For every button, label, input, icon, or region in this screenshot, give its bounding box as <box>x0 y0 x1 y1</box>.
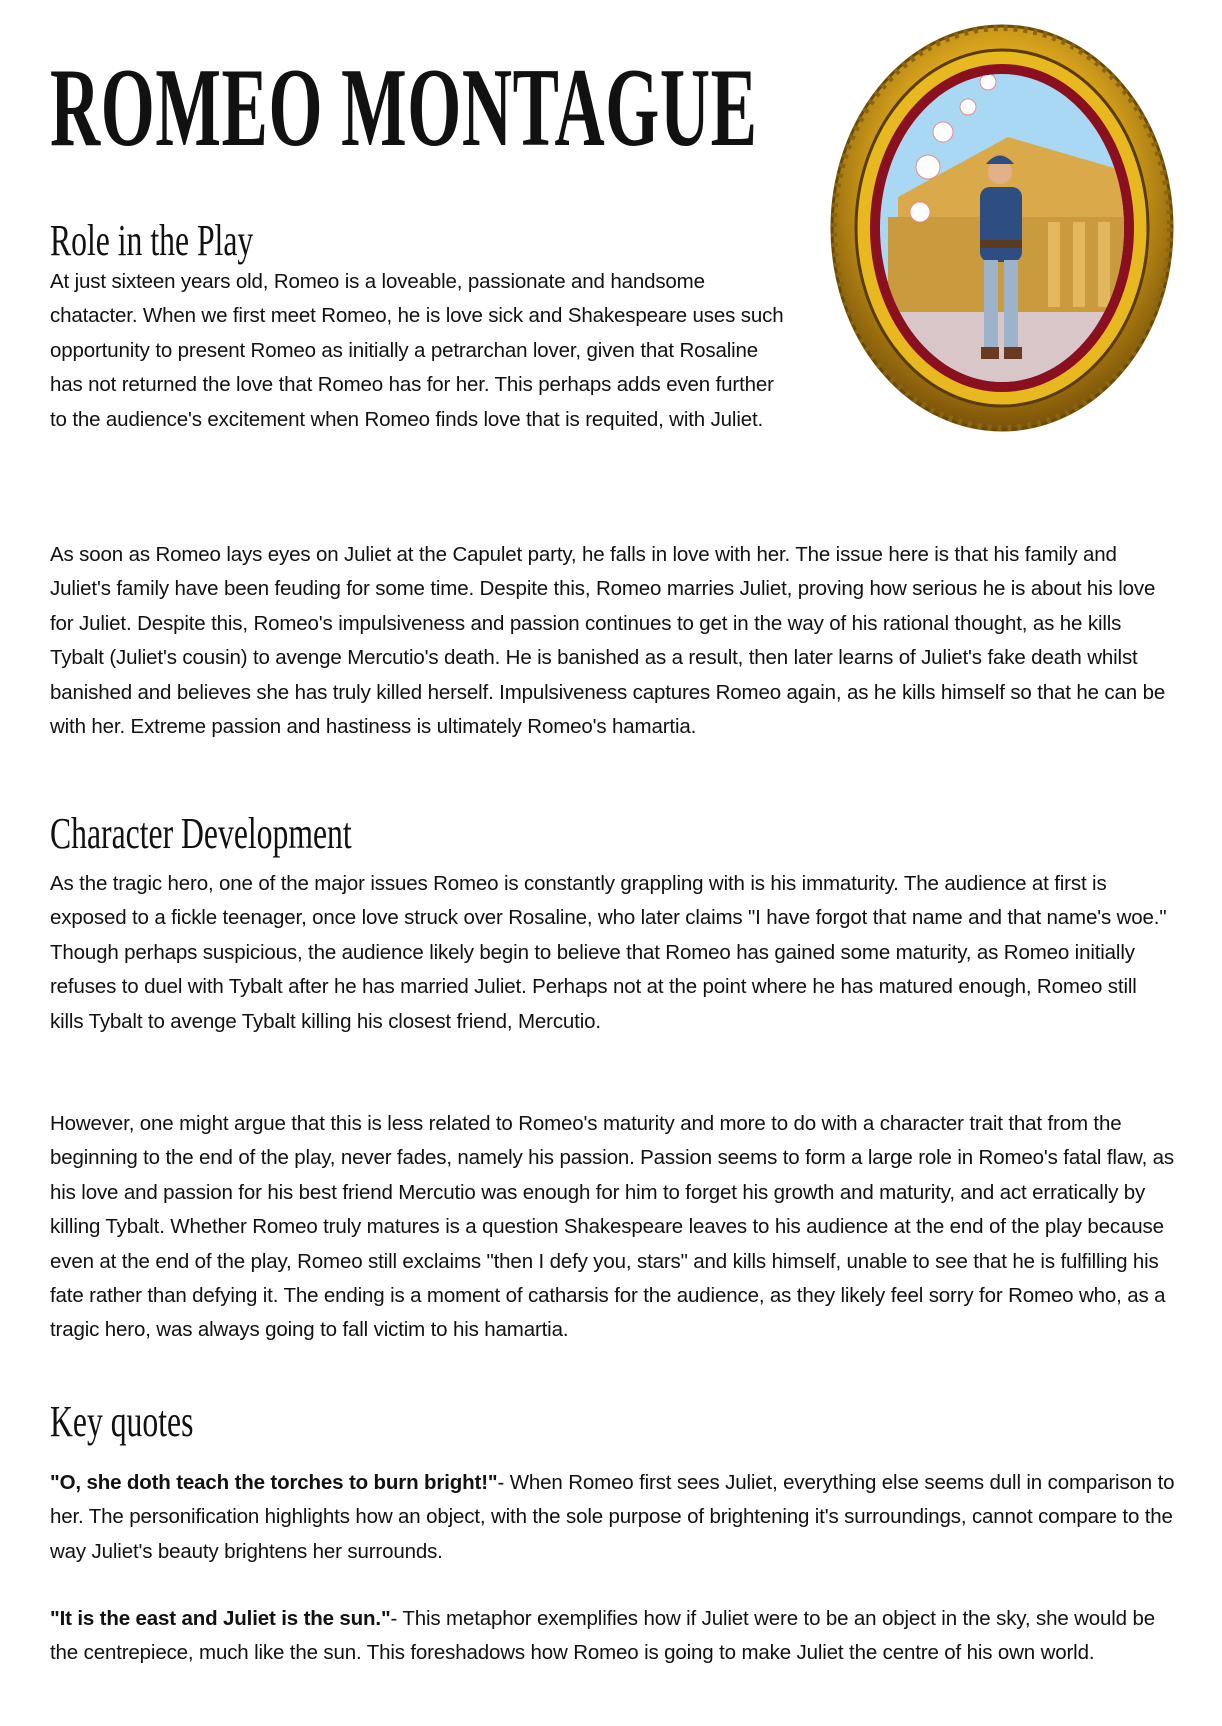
role-paragraph-1: At just sixteen years old, Romeo is a loveable, passionate and handsome chatacter. When we first meet Romeo, he is love sick and Shakespeare uses such opportunity to present Romeo as initially a petrarchan lover, given that Rosaline has not returned the love that Romeo has for her. This perhaps adds even further to the audience's excitement when Romeo finds love that is requited, with Juliet. <box>50 270 784 431</box>
role-paragraph-2: As soon as Romeo lays eyes on Juliet at the Capulet party, he falls in love with her. The issue here is that his family and Juliet's family have been feuding for some time. Despite this, Romeo marries Juliet, proving how serious he is about his love for Juliet. Despite this, Romeo's impulsiveness and passion continues to get in the way of his rational thought, as he kills Tybalt (Juliet's cousin) to avenge Mercutio's death. He is banished as a result, then later learns of Juliet's fake death whilst banished and believes she has truly killed herself. Impulsiveness captures Romeo again, as he kills himself so that he can be with her. Extreme passion and hastiness is ultimately Romeo's hamartia. <box>50 543 1166 739</box>
quote-analysis: - This metaphor exemplifies how if Juliet were to be an object in the sky, she would be the centrepiece, much like the sun. This foreshadows how Romeo is going to make Juliet the centre of his own world. <box>50 1607 1155 1665</box>
development-paragraph-1: As the tragic hero, one of the major issues Romeo is constantly grappling with is his immaturity. The audience at first is exposed to a fickle teenager, once love struck over Rosaline, who later claims "I have forgot that name and that name's woe." Though perhaps suspicious, the audience likely begin to believe that Romeo has gained some maturity, as Romeo initially refuses to duel with Tybalt after he has married Juliet. Perhaps not at the point where he has matured enough, Romeo still kills Tybalt to avenge Tybalt killing his closest friend, Mercutio. <box>50 872 1167 1033</box>
quote-item <box>50 1466 1175 1569</box>
quote-text: "O, she doth teach the torches to burn bright!" <box>50 1471 498 1494</box>
section-heading-quotes: Key quotes <box>50 1397 194 1446</box>
development-paragraph-2: However, one might argue that this is less related to Romeo's maturity and more to do with a character trait that from the beginning to the end of the play, never fades, namely his passion. Passion seems to form a large role in Romeo's fatal flaw, as his love and passion for his best friend Mercutio was enough for him to forget his growth and maturity, and act erratically by killing Tybalt. Whether Romeo truly matures is a question Shakespeare leaves to his audience at the end of the play because even at the end of the play, Romeo still exclaims "then I defy you, stars" and kills himself, unable to see that he is fulfilling his fate rather than defying it. The ending is a moment of catharsis for the audience, as they likely feel sorry for Romeo who, as a tragic hero, was always going to fall victim to his hamartia. <box>50 1112 1175 1342</box>
section-heading-development: Character Development <box>50 809 352 858</box>
quote-text: "It is the east and Juliet is the sun." <box>50 1607 391 1630</box>
quote-item <box>50 1602 1175 1671</box>
section-heading-role: Role in the Play <box>50 216 254 265</box>
page-title: ROMEO MONTAGUE <box>50 46 758 170</box>
quote-analysis: - When Romeo first sees Juliet, everything else seems dull in comparison to her. The personification highlights how an object, with the sole purpose of brightening it's surroundings, cannot compare to the way Juliet's beauty brightens her surrounds. <box>50 1471 1175 1563</box>
romeo-portrait-icon <box>828 22 1176 434</box>
